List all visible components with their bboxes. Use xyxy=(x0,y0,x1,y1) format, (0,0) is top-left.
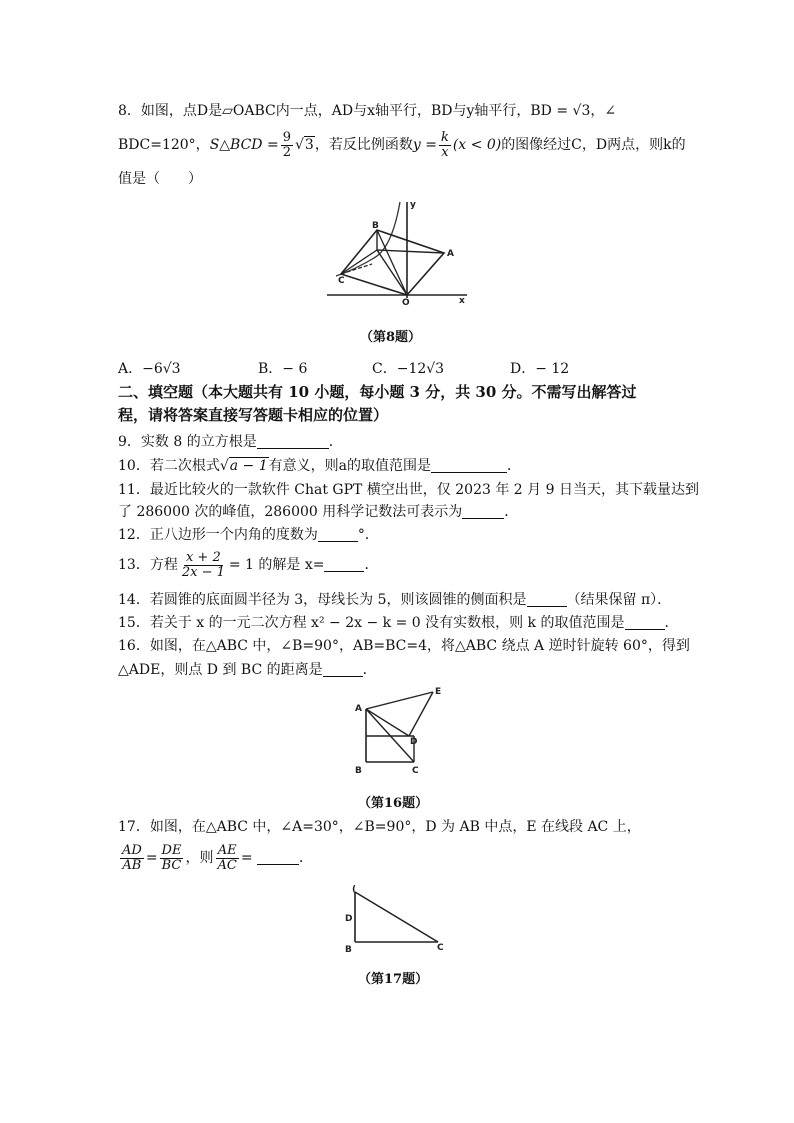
q17-figure xyxy=(342,884,452,956)
q8-label-x: x xyxy=(459,296,465,306)
q8-mid-text: ，若反比例函数 xyxy=(314,137,413,153)
q16-label-D: D xyxy=(410,737,418,747)
q13-fraction: $\frac{x + 2}{2x - 1}$ xyxy=(181,549,225,580)
q15-answer-blank xyxy=(625,615,665,630)
q17-fraction-ad-ab: $\frac{AD}{AB}$ xyxy=(122,842,142,873)
q17-answer-blank xyxy=(257,850,299,865)
q11-answer-blank xyxy=(462,504,504,519)
q8-label-y: y xyxy=(410,200,416,210)
q13-answer-blank xyxy=(324,557,364,572)
q8-line3 xyxy=(118,170,202,188)
q8-line2: BDC=120°，S△BCD = $\frac{9}{2}$ √3，若反比例函数y = $\frac{k}{x}$ (x < 0)的图像经过C，D两点，则k的 xyxy=(118,129,686,160)
q17-fraction-de-bc: $\frac{DE}{BC}$ xyxy=(161,842,182,873)
q11-line2: 了 286000 次的峰值，286000 用科学记数法可表示为 ． xyxy=(118,504,519,520)
q16-figure xyxy=(352,684,457,776)
q8-angle-text: BDC=120°， xyxy=(118,137,210,153)
q8-func-condition: (x < 0) xyxy=(452,137,502,153)
q17-label-B: B xyxy=(345,945,352,955)
q16-line1: 16．如图，在△ABC 中，∠B=90°，AB=BC=4，将△ABC 绕点 A 逆时针旋转 60°，得到 xyxy=(118,638,690,654)
q10-radicand: a − 1 xyxy=(229,458,268,474)
choice-c: C．−12√3 xyxy=(372,361,445,377)
q8-label-C: C xyxy=(338,276,345,286)
q14-answer-blank xyxy=(527,592,567,607)
choice-d: D．− 12 xyxy=(510,361,570,377)
q16-line2: △ADE，则点 D 到 BC 的距离是 ． xyxy=(118,662,377,678)
q17-line1: 17．如图，在△ABC 中，∠A=30°，∠B=90°，D 为 AB 中点，E 在线段 AC 上， xyxy=(118,819,641,835)
q8-label-B: B xyxy=(372,221,379,231)
q8-hyperbola xyxy=(336,202,400,276)
q8-line1-text: 8．如图，点D是▱OABC内一点，AD与x轴平行，BD与y轴平行，BD = √3，∠ xyxy=(118,103,617,119)
q9-answer-blank xyxy=(257,434,329,449)
q14: 14．若圆锥的底面圆半径为 3，母线长为 5，则该圆锥的侧面积是 （结果保留 π）． xyxy=(118,592,672,608)
q16-label-A: A xyxy=(355,704,362,714)
q8-label-O: O xyxy=(402,298,410,308)
q8-figure xyxy=(322,198,472,308)
q8-area-label: S△BCD = xyxy=(209,137,279,153)
q12-answer-blank xyxy=(318,527,358,542)
q16-answer-blank xyxy=(323,662,363,677)
q10-answer-blank xyxy=(431,458,507,473)
q17-label-A: ( xyxy=(352,885,357,895)
q16-label-B: B xyxy=(355,766,362,776)
q17-line2: $\frac{AD}{AB}$ = $\frac{DE}{BC}$ ，则 $\frac{AE}{AC}$ = ． xyxy=(122,842,313,873)
q8-label-A: A xyxy=(447,249,454,259)
q10: 10．若二次根式√a − 1有意义，则a的取值范围是 ． xyxy=(118,458,521,474)
section2-instructions: 程，请将答案直接写答题卡相应的位置） xyxy=(118,406,389,424)
choice-b: B．− 6 xyxy=(258,361,308,377)
q8-line1 xyxy=(118,102,616,120)
q12: 12．正八边形一个内角的度数为 °． xyxy=(118,527,379,543)
q8-func-y: y = xyxy=(412,137,437,153)
q8-answer-parens: 值是（ ） xyxy=(118,171,202,187)
q8-caption: （第8题） xyxy=(360,330,422,345)
q8-sqrt-radicand: 3 xyxy=(304,137,314,153)
q16-side-DE xyxy=(409,692,433,736)
q17-caption: （第17题） xyxy=(358,972,429,987)
q13: 13．方程 $\frac{x + 2}{2x - 1}$ = 1 的解是 x= ． xyxy=(118,549,379,580)
q8-area-fraction: $\frac{9}{2}$ xyxy=(282,129,291,160)
q11-line1: 11．最近比较火的一款软件 Chat GPT 横空出世，仅 2023 年 2 月 9 日当天，其下载量达到 xyxy=(118,482,699,498)
q17-label-C: C xyxy=(437,943,444,953)
q8-func-fraction: $\frac{k}{x}$ xyxy=(440,129,449,160)
q15: 15．若关于 x 的一元二次方程 x² − 2x − k = 0 没有实数根，则 k 的取值范围是 ． xyxy=(118,615,679,631)
q16-caption: （第16题） xyxy=(358,796,429,811)
q17-fraction-ae-ac: $\frac{AE}{AC}$ xyxy=(217,842,237,873)
q16-side-AE xyxy=(366,692,433,709)
section2-heading: 二、填空题（本大题共有 10 小题，每小题 3 分，共 30 分。不需写出解答过 xyxy=(118,383,637,401)
q16-label-C: C xyxy=(412,766,419,776)
q8-post-text: 的图像经过C，D两点，则k的 xyxy=(501,137,686,153)
q16-label-E: E xyxy=(435,687,442,697)
q9: 9．实数 8 的立方根是 ． xyxy=(118,434,343,450)
q17-label-D: D xyxy=(345,914,353,924)
choice-a: A．−6√3 xyxy=(118,361,181,377)
q17-side-AC xyxy=(355,892,438,942)
